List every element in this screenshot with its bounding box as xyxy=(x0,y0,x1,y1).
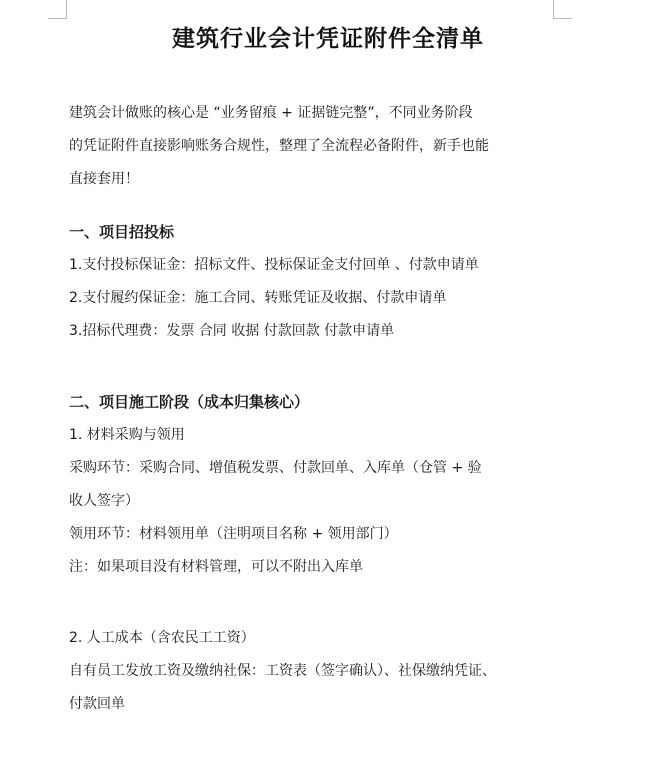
intro-line: 建筑会计做账的核心是 “业务留痕 + 证据链完整”，不同业务阶段 xyxy=(69,105,473,121)
text-line: 付款回单 xyxy=(69,696,125,712)
note-line: 注：如果项目没有材料管理，可以不附出入库单 xyxy=(69,559,363,575)
page-corner-mark-right xyxy=(553,0,572,19)
page-corner-mark-left xyxy=(48,0,67,19)
intro-line: 的凭证附件直接影响账务合规性，整理了全流程必备附件，新手也能 xyxy=(69,138,489,154)
section-heading: 二、项目施工阶段（成本归集核心） xyxy=(69,393,310,411)
intro-paragraph xyxy=(69,97,569,196)
text-line: 采购环节：采购合同、增值税发票、付款回单、入库单（仓管 + 验 xyxy=(69,460,482,476)
list-item: 1.支付投标保证金：招标文件、投标保证金支付回单 、付款申请单 xyxy=(69,257,479,273)
text-line: 收人签字） xyxy=(69,493,139,509)
page-title: 建筑行业会计凭证附件全清单 xyxy=(172,26,484,52)
text-line: 自有员工发放工资及缴纳社保：工资表（签字确认）、社保缴纳凭证、 xyxy=(69,663,496,679)
subsection-heading: 2. 人工成本（含农民工工资） xyxy=(69,630,255,646)
list-item: 2.支付履约保证金：施工合同、转账凭证及收据、付款申请单 xyxy=(69,290,447,306)
section-heading: 一、项目招投标 xyxy=(69,223,175,241)
section-construction xyxy=(69,386,569,721)
list-item: 3.招标代理费：发票 合同 收据 付款回款 付款申请单 xyxy=(69,323,395,339)
text-line: 领用环节：材料领用单（注明项目名称 + 领用部门） xyxy=(69,526,398,542)
subsection-heading: 1. 材料采购与领用 xyxy=(69,427,185,443)
section-bidding xyxy=(69,216,569,348)
document-body xyxy=(69,97,569,721)
intro-line: 直接套用！ xyxy=(69,171,139,187)
